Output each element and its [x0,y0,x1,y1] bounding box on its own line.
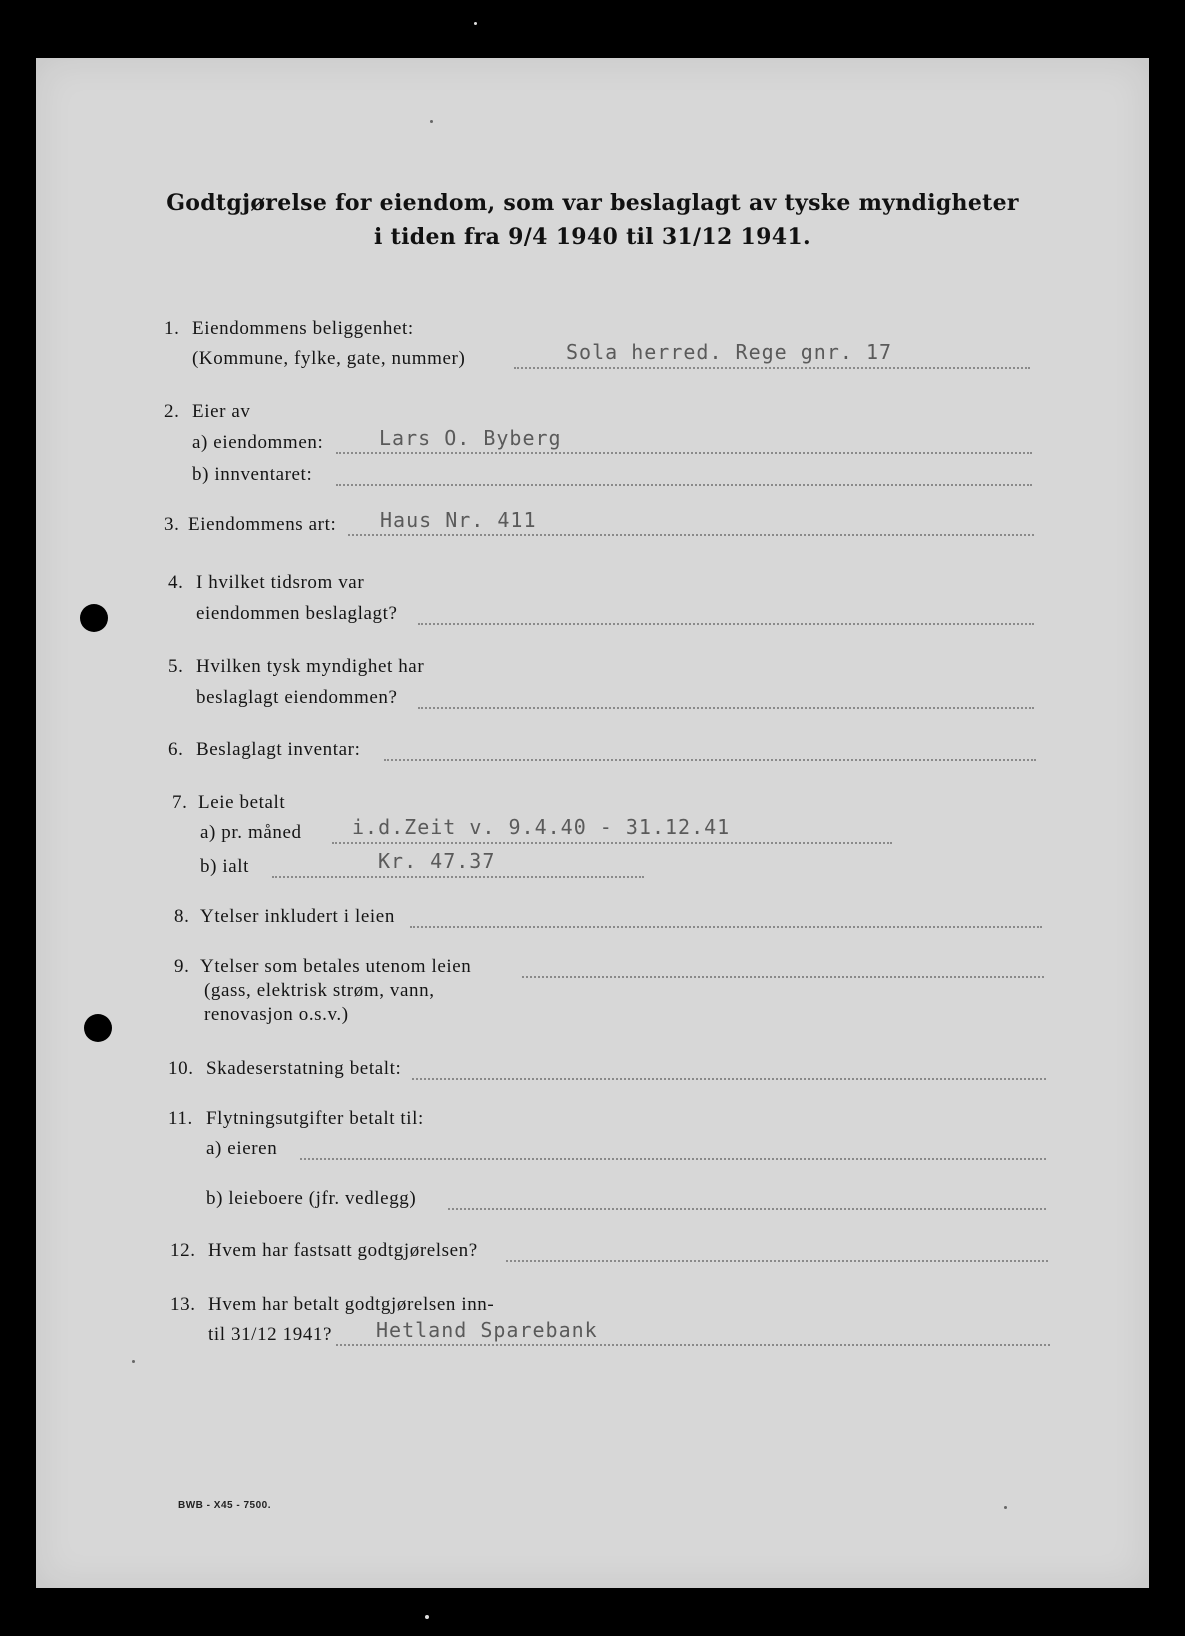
form-title-line1: Godtgjørelse for eiendom, som var beslaglagt av tyske myndigheter [166,190,1019,216]
punch-hole-bottom [84,1014,112,1042]
q9-sublabel-1: (gass, elektrisk strøm, vann, [204,980,435,1001]
scan-speck [474,22,477,25]
form-title-line2: i tiden fra 9/4 1940 til 31/12 1941. [374,224,811,250]
q1-number: 1. [164,318,180,339]
q11-label: Flytningsutgifter betalt til: [206,1108,424,1129]
q11a-answer-line [300,1158,1046,1160]
q9-number: 9. [174,956,190,977]
form-sheet [36,58,1149,1588]
q2-number: 2. [164,401,180,422]
q13-sublabel: til 31/12 1941? [208,1324,333,1345]
q9-answer-line [522,976,1044,978]
q13-answer-line [336,1344,1050,1346]
q5-sublabel: beslaglagt eiendommen? [196,687,398,708]
q6-answer-line [384,759,1036,761]
form-print-code: BWB - X45 - 7500. [178,1500,271,1511]
q7a-answer: i.d.Zeit v. 9.4.40 - 31.12.41 [352,815,731,839]
q8-label: Ytelser inkludert i leien [200,906,395,927]
q9-label: Ytelser som betales utenom leien [200,956,472,977]
q3-answer: Haus Nr. 411 [380,508,537,532]
paper-speck [430,120,433,123]
q9-sublabel-2: renovasjon o.s.v.) [204,1004,349,1025]
q7-number: 7. [172,792,188,813]
q7b-answer-line [272,876,644,878]
q11a-label: a) eieren [206,1138,278,1159]
q10-answer-line [412,1078,1046,1080]
q4-answer-line [418,623,1034,625]
q11b-label: b) leieboere (jfr. vedlegg) [206,1188,417,1209]
q13-number: 13. [170,1294,196,1315]
q7-label: Leie betalt [198,792,286,813]
q1-answer-line [514,367,1030,369]
q8-answer-line [410,926,1042,928]
q11-number: 11. [168,1108,193,1129]
paper-speck [1004,1506,1007,1509]
q10-number: 10. [168,1058,194,1079]
q2-label: Eier av [192,401,251,422]
q13-label: Hvem har betalt godtgjørelsen inn- [208,1294,495,1315]
q12-label: Hvem har fastsatt godtgjørelsen? [208,1240,478,1261]
q6-number: 6. [168,739,184,760]
q1-sublabel: (Kommune, fylke, gate, nummer) [192,348,466,369]
q5-answer-line [418,707,1034,709]
q1-answer: Sola herred. Rege gnr. 17 [566,340,893,364]
q3-answer-line [348,534,1034,536]
q12-answer-line [506,1260,1048,1262]
q12-number: 12. [170,1240,196,1261]
q2b-answer-line [336,484,1032,486]
q5-number: 5. [168,656,184,677]
scan-speck [425,1615,429,1619]
q4-number: 4. [168,572,184,593]
q13-answer: Hetland Sparebank [376,1318,598,1342]
q10-label: Skadeserstatning betalt: [206,1058,402,1079]
q7b-label: b) ialt [200,856,250,877]
q3-number: 3. [164,514,180,535]
q6-label: Beslaglagt inventar: [196,739,361,760]
q2a-answer-line [336,452,1032,454]
q11b-answer-line [448,1208,1046,1210]
q4-label: I hvilket tidsrom var [196,572,365,593]
q7b-answer: Kr. 47.37 [378,849,496,873]
q8-number: 8. [174,906,190,927]
paper-speck [132,1360,135,1363]
q7a-label: a) pr. måned [200,822,302,843]
q2a-answer: Lars O. Byberg [379,426,562,450]
q2b-label: b) innventaret: [192,464,313,485]
q5-label: Hvilken tysk myndighet har [196,656,425,677]
q2a-label: a) eiendommen: [192,432,324,453]
q3-label: Eiendommens art: [188,514,337,535]
punch-hole-top [80,604,108,632]
q4-sublabel: eiendommen beslaglagt? [196,603,398,624]
q1-label: Eiendommens beliggenhet: [192,318,414,339]
q7a-answer-line [332,842,892,844]
